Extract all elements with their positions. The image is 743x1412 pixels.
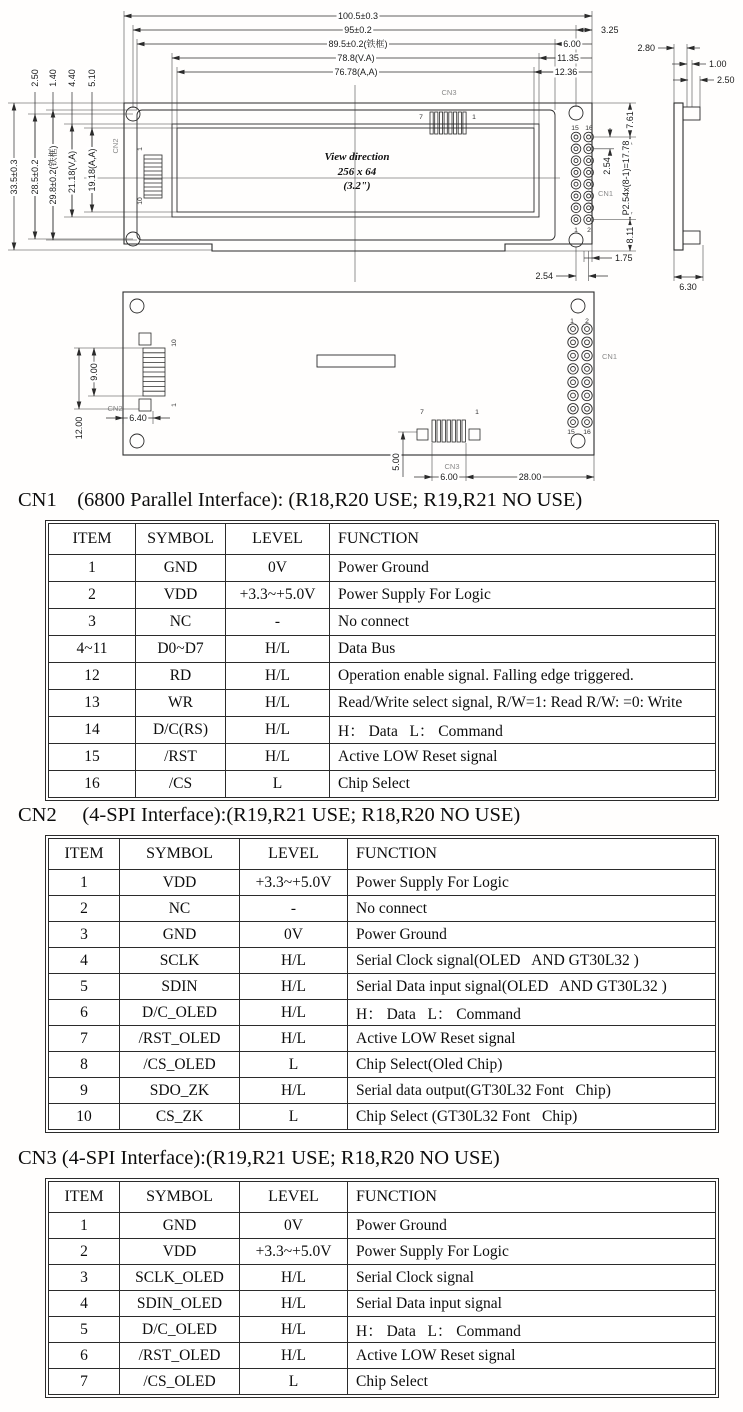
table-row — [49, 1026, 716, 1052]
cell-function: Power Ground — [348, 1213, 716, 1239]
svg-text:1: 1 — [171, 403, 178, 407]
svg-text:33.5±0.3: 33.5±0.3 — [9, 159, 19, 195]
mechanical-drawing — [0, 0, 743, 487]
cn2-header-row — [49, 839, 716, 870]
svg-text:76.78(A,A): 76.78(A,A) — [334, 67, 378, 77]
cell-level: +3.3~+5.0V — [240, 870, 348, 896]
cell-item: 12 — [49, 663, 136, 690]
cell-symbol: RD — [136, 663, 226, 690]
cell-function: Serial data output(GT30L32 Font Chip) — [348, 1078, 716, 1104]
cell-function: Power Supply For Logic — [330, 582, 716, 609]
cn2-label: CN2 — [111, 138, 120, 154]
cell-symbol: WR — [136, 690, 226, 717]
col-header-level: LEVEL — [226, 524, 330, 555]
table-row — [49, 609, 716, 636]
cell-symbol: SDIN_OLED — [120, 1291, 240, 1317]
cell-symbol: /CS_OLED — [120, 1052, 240, 1078]
svg-text:2.50: 2.50 — [717, 75, 735, 85]
cn1-pin2-label: 2 — [587, 227, 591, 234]
cell-level: H/L — [226, 690, 330, 717]
col-header-symbol: SYMBOL — [120, 839, 240, 870]
cell-symbol: CS_ZK — [120, 1104, 240, 1130]
cell-symbol: SDIN — [120, 974, 240, 1000]
svg-text:4.40: 4.40 — [67, 69, 77, 87]
cell-function: H： Data L： Command — [330, 717, 716, 744]
cn3-table — [45, 1178, 719, 1398]
table-row — [49, 974, 716, 1000]
svg-text:2.54: 2.54 — [602, 157, 612, 175]
cell-item: 4 — [49, 1291, 120, 1317]
svg-text:95±0.2: 95±0.2 — [344, 25, 372, 35]
cell-item: 6 — [49, 1000, 120, 1026]
cn1-pin15-label: 15 — [571, 125, 579, 132]
cell-level: +3.3~+5.0V — [226, 582, 330, 609]
cell-item: 2 — [49, 1239, 120, 1265]
svg-text:CN3: CN3 — [444, 462, 460, 471]
svg-text:19.18(A,A): 19.18(A,A) — [87, 148, 97, 192]
cn3-table-title: CN3 (4-SPI Interface):(R19,R21 USE; R18,R20 NO USE) — [18, 1147, 500, 1169]
cn3-connector-back — [417, 409, 480, 471]
cell-level: H/L — [240, 1265, 348, 1291]
cell-level: H/L — [240, 1317, 348, 1343]
cell-level: - — [226, 609, 330, 636]
cell-symbol: D/C_OLED — [120, 1317, 240, 1343]
svg-text:1.40: 1.40 — [48, 69, 58, 87]
side-tab-bottom — [683, 231, 700, 244]
svg-text:9.00: 9.00 — [89, 363, 99, 381]
cell-level: H/L — [240, 1000, 348, 1026]
mounting-hole — [569, 233, 583, 247]
cell-function: Active LOW Reset signal — [348, 1026, 716, 1052]
cell-level: 0V — [226, 555, 330, 582]
cell-function: Chip Select (GT30L32 Font Chip) — [348, 1104, 716, 1130]
col-header-item: ITEM — [49, 839, 120, 870]
cell-function: Serial Clock signal — [348, 1265, 716, 1291]
cell-level: H/L — [240, 1078, 348, 1104]
cell-symbol: /CS — [136, 771, 226, 798]
cell-symbol: /RST_OLED — [120, 1343, 240, 1369]
svg-text:8.11: 8.11 — [625, 226, 635, 244]
table-row — [49, 1369, 716, 1395]
view-direction-text — [324, 151, 389, 192]
cell-symbol: /RST_OLED — [120, 1026, 240, 1052]
table-row — [49, 1078, 716, 1104]
svg-text:78.8(V.A): 78.8(V.A) — [337, 53, 375, 63]
cell-symbol: GND — [136, 555, 226, 582]
cell-function: Active LOW Reset signal — [330, 744, 716, 771]
cell-function: Read/Write select signal, R/W=1: Read R/W: =0: Write — [330, 690, 716, 717]
svg-text:2.50: 2.50 — [30, 69, 40, 87]
cell-item: 1 — [49, 555, 136, 582]
table-row — [49, 948, 716, 974]
col-header-symbol: SYMBOL — [120, 1182, 240, 1213]
mounting-hole — [130, 434, 144, 448]
svg-text:1: 1 — [570, 318, 574, 325]
svg-text:1: 1 — [475, 409, 479, 416]
cn1-pin16-label: 16 — [585, 125, 593, 132]
cell-item: 1 — [49, 870, 120, 896]
svg-text:2.54: 2.54 — [535, 271, 553, 281]
cell-item: 1 — [49, 1213, 120, 1239]
cell-item: 7 — [49, 1369, 120, 1395]
cell-item: 13 — [49, 690, 136, 717]
cell-item: 7 — [49, 1026, 120, 1052]
cell-item: 3 — [49, 609, 136, 636]
cell-level: L — [240, 1369, 348, 1395]
cell-symbol: NC — [136, 609, 226, 636]
cell-item: 3 — [49, 922, 120, 948]
table-row — [49, 690, 716, 717]
cell-function: H： Data L： Command — [348, 1317, 716, 1343]
table-row — [49, 1343, 716, 1369]
cell-level: +3.3~+5.0V — [240, 1239, 348, 1265]
cn3-header-row — [49, 1182, 716, 1213]
cell-function: Active LOW Reset signal — [348, 1343, 716, 1369]
back-ic — [317, 355, 395, 367]
col-header-item: ITEM — [49, 1182, 120, 1213]
cell-function: Serial Data input signal(OLED AND GT30L32 ) — [348, 974, 716, 1000]
back-board-outline — [123, 292, 594, 455]
cell-level: H/L — [226, 744, 330, 771]
cell-level: H/L — [240, 1291, 348, 1317]
cell-symbol: NC — [120, 896, 240, 922]
cell-symbol: GND — [120, 922, 240, 948]
svg-text:P2.54x(8-1)=17.78: P2.54x(8-1)=17.78 — [621, 140, 631, 216]
cn3-connector-front — [419, 88, 476, 134]
cell-item: 14 — [49, 717, 136, 744]
cell-item: 5 — [49, 974, 120, 1000]
cn2-connector-front — [111, 138, 162, 204]
svg-text:7.61: 7.61 — [625, 111, 635, 129]
cell-level: 0V — [240, 1213, 348, 1239]
col-header-item: ITEM — [49, 524, 136, 555]
svg-text:6.30: 6.30 — [679, 282, 697, 292]
col-header-function: FUNCTION — [348, 839, 716, 870]
table-row — [49, 1213, 716, 1239]
col-header-function: FUNCTION — [348, 1182, 716, 1213]
table-row — [49, 663, 716, 690]
front-left-dimensions — [8, 68, 212, 250]
cell-function: Power Ground — [330, 555, 716, 582]
cn1-label: CN1 — [598, 189, 614, 198]
cn1-header-row — [49, 524, 716, 555]
table-row — [49, 771, 716, 798]
mounting-hole — [571, 434, 585, 448]
cn2-connector-back — [107, 333, 178, 413]
cell-item: 16 — [49, 771, 136, 798]
cell-item: 10 — [49, 1104, 120, 1130]
side-view — [637, 43, 734, 292]
svg-text:3.25: 3.25 — [601, 25, 619, 35]
table-row — [49, 1239, 716, 1265]
cell-symbol: SCLK_OLED — [120, 1265, 240, 1291]
cell-level: H/L — [226, 636, 330, 663]
table-row — [49, 717, 716, 744]
col-header-level: LEVEL — [240, 839, 348, 870]
cell-level: L — [240, 1052, 348, 1078]
table-row — [49, 1052, 716, 1078]
cell-function: Chip Select — [348, 1369, 716, 1395]
table-row — [49, 896, 716, 922]
cn2-pin1-label: 1 — [137, 147, 144, 151]
side-tab-top — [683, 107, 700, 120]
svg-text:(3.2"): (3.2") — [343, 180, 371, 192]
table-row — [49, 922, 716, 948]
table-row — [49, 1291, 716, 1317]
cell-function: Serial Data input signal — [348, 1291, 716, 1317]
svg-text:11.35: 11.35 — [557, 53, 579, 63]
cell-function: No connect — [348, 896, 716, 922]
table-row — [49, 1000, 716, 1026]
svg-text:5.00: 5.00 — [391, 453, 401, 471]
cell-function: Data Bus — [330, 636, 716, 663]
svg-text:6.40: 6.40 — [129, 413, 147, 423]
cn1-table-title: CN1 (6800 Parallel Interface): (R18,R20 USE; R19,R21 NO USE) — [18, 489, 583, 511]
cn2-table — [45, 835, 719, 1133]
mounting-hole — [569, 106, 583, 120]
svg-text:View direction: View direction — [324, 151, 390, 163]
cell-symbol: VDD — [120, 870, 240, 896]
cell-level: H/L — [240, 1026, 348, 1052]
cell-function: No connect — [330, 609, 716, 636]
svg-text:CN1: CN1 — [602, 352, 618, 361]
col-header-level: LEVEL — [240, 1182, 348, 1213]
svg-text:29.8±0.2(铁框): 29.8±0.2(铁框) — [48, 145, 58, 205]
cell-function: Chip Select(Oled Chip) — [348, 1052, 716, 1078]
cn3-pin7-label: 7 — [419, 114, 423, 121]
svg-text:6.00: 6.00 — [440, 472, 458, 482]
svg-text:CN2: CN2 — [107, 404, 123, 413]
back-dimensions — [74, 348, 595, 483]
cell-function: Power Supply For Logic — [348, 1239, 716, 1265]
cell-item: 2 — [49, 582, 136, 609]
svg-text:1.00: 1.00 — [709, 59, 727, 69]
cell-item: 9 — [49, 1078, 120, 1104]
cn1-table — [45, 520, 719, 801]
cell-level: 0V — [240, 922, 348, 948]
cn2-pin10-label: 10 — [137, 197, 144, 205]
cell-level: H/L — [240, 974, 348, 1000]
side-body — [674, 103, 683, 250]
svg-text:12.36: 12.36 — [554, 67, 578, 77]
cell-item: 3 — [49, 1265, 120, 1291]
svg-text:1.75: 1.75 — [615, 253, 633, 263]
svg-text:28.00: 28.00 — [518, 472, 542, 482]
cell-symbol: D/C_OLED — [120, 1000, 240, 1026]
cell-symbol: D/C(RS) — [136, 717, 226, 744]
cell-function: Chip Select — [330, 771, 716, 798]
cell-level: H/L — [226, 717, 330, 744]
cell-symbol: /RST — [136, 744, 226, 771]
svg-text:7: 7 — [420, 409, 424, 416]
svg-text:89.5±0.2(铁框): 89.5±0.2(铁框) — [328, 39, 388, 49]
svg-text:100.5±0.3: 100.5±0.3 — [338, 11, 378, 21]
front-view — [8, 11, 636, 283]
back-view — [74, 292, 618, 483]
cell-item: 8 — [49, 1052, 120, 1078]
cell-item: 5 — [49, 1317, 120, 1343]
cn2-table-title: CN2 (4-SPI Interface):(R19,R21 USE; R18,R20 NO USE) — [18, 804, 521, 826]
table-row — [49, 1265, 716, 1291]
cn3-pin1-label: 1 — [472, 114, 476, 121]
cell-symbol: VDD — [120, 1239, 240, 1265]
svg-text:15: 15 — [567, 429, 575, 436]
table-row — [49, 1104, 716, 1130]
cell-level: L — [226, 771, 330, 798]
cell-symbol: SCLK — [120, 948, 240, 974]
table-row — [49, 555, 716, 582]
svg-text:28.5±0.2: 28.5±0.2 — [30, 159, 40, 195]
cell-level: H/L — [240, 1343, 348, 1369]
cell-function: Power Supply For Logic — [348, 870, 716, 896]
cell-symbol: SDO_ZK — [120, 1078, 240, 1104]
cell-level: H/L — [226, 663, 330, 690]
svg-text:6.00: 6.00 — [563, 39, 581, 49]
svg-text:10: 10 — [171, 339, 178, 347]
cell-item: 6 — [49, 1343, 120, 1369]
cell-function: Operation enable signal. Falling edge triggered. — [330, 663, 716, 690]
svg-text:5.10: 5.10 — [87, 69, 97, 87]
cell-symbol: D0~D7 — [136, 636, 226, 663]
col-header-symbol: SYMBOL — [136, 524, 226, 555]
mounting-hole — [571, 299, 585, 313]
svg-text:12.00: 12.00 — [74, 416, 84, 440]
cell-level: - — [240, 896, 348, 922]
col-header-function: FUNCTION — [330, 524, 716, 555]
table-row — [49, 870, 716, 896]
cn1-pads-back — [567, 318, 617, 436]
cell-item: 2 — [49, 896, 120, 922]
table-row — [49, 744, 716, 771]
cell-symbol: GND — [120, 1213, 240, 1239]
cell-function: Power Ground — [348, 922, 716, 948]
cell-item: 4~11 — [49, 636, 136, 663]
table-row — [49, 636, 716, 663]
svg-text:256 x 64: 256 x 64 — [337, 166, 377, 178]
svg-text:21.18(V,A): 21.18(V,A) — [67, 150, 77, 194]
table-row — [49, 582, 716, 609]
cell-item: 4 — [49, 948, 120, 974]
cell-item: 15 — [49, 744, 136, 771]
cell-function: H： Data L： Command — [348, 1000, 716, 1026]
svg-text:2: 2 — [585, 318, 589, 325]
cell-level: L — [240, 1104, 348, 1130]
cell-function: Serial Clock signal(OLED AND GT30L32 ) — [348, 948, 716, 974]
cell-level: H/L — [240, 948, 348, 974]
svg-text:2.80: 2.80 — [637, 43, 655, 53]
cn3-label: CN3 — [441, 88, 457, 97]
cn1-pin1-label: 1 — [574, 227, 578, 234]
cell-symbol: VDD — [136, 582, 226, 609]
table-row — [49, 1317, 716, 1343]
mounting-hole — [130, 299, 144, 313]
cell-symbol: /CS_OLED — [120, 1369, 240, 1395]
svg-text:16: 16 — [583, 429, 591, 436]
